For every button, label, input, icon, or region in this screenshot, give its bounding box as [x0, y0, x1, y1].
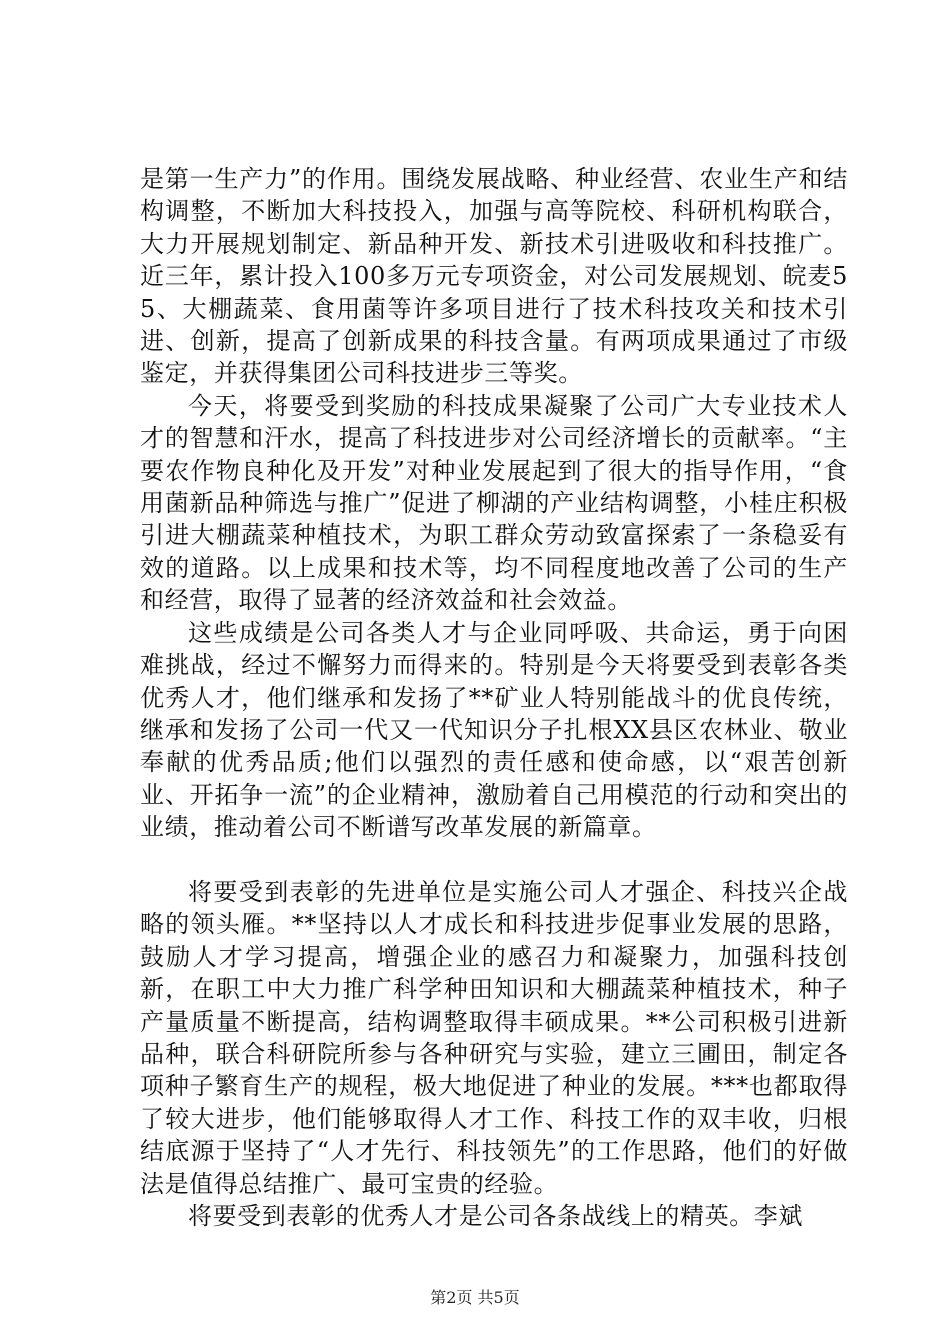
paragraph-tech-achievements: 今天，将要受到奖励的科技成果凝聚了公司广大专业技术人才的智慧和汗水，提高了科技进步对公司经济增长的贡献率。“主要农作物良种化及开发”对种业发展起到了很大的指导作用，“食用菌新品种筛选与推广”促进了柳湖的产业结构调整，小桂庄积极引进大棚蔬菜种植技术，为职工群众劳动致富探索了一条稳妥有效的道路。以上成果和技术等，均不同程度地改善了公司的生产和经营，取得了显著的经济效益和社会效益。 — [140, 391, 848, 615]
paragraph-advanced-units: 将要受到表彰的先进单位是实施公司人才强企、科技兴企战略的领头雁。**坚持以人才成长和科技进步促事业发展的思路，鼓励人才学习提高，增强企业的感召力和凝聚力，加强科技创新，在职工中大力推广科学种田知识和大棚蔬菜种植技术，种子产量质量不断提高，结构调整取得丰硕成果。**公司积极引进新品种，联合科研院所参与各种研究与实验，建立三圃田，制定各项种子繁育生产的规程，极大地促进了种业的发展。***也都取得了较大进步，他们能够取得人才工作、科技工作的双丰收，归根结底源于坚持了“人才先行、科技领先”的工作思路，他们的好做法是值得总结推广、最可宝贵的经验。 — [140, 877, 848, 1198]
paragraph-continued: 是第一生产力”的作用。围绕发展战略、种业经营、农业生产和结构调整，不断加大科技投入，加强与高等院校、科研机构联合，大力开展规划制定、新品种开发、新技术引进吸收和科技推广。近三年，累计投入100多万元专项资金，对公司发展规划、皖麦55、大棚蔬菜、食用菌等许多项目进行了技术科技攻关和技术引进、创新，提高了创新成果的科技含量。有两项成果通过了市级鉴定，并获得集团公司科技进步三等奖。 — [140, 165, 848, 388]
page-number-footer: 第2页 共5页 — [430, 1288, 520, 1307]
paragraph-outstanding-talents: 将要受到表彰的优秀人才是公司各条战线上的精英。李斌 — [188, 1201, 803, 1230]
paragraph-talent-achievements: 这些成绩是公司各类人才与企业同呼吸、共命运，勇于向困难挑战，经过不懈努力而得来的。特别是今天将要受到表彰各类优秀人才，他们继承和发扬了**矿业人特别能战斗的优良传统，继承和发扬了公司一代又一代知识分子扎根XX县区农林业、敬业奉献的优秀品质;他们以强烈的责任感和使命感，以“艰苦创新业、开拓争一流”的企业精神，激励着自己用模范的行动和突出的业绩，推动着公司不断谱写改革发展的新篇章。 — [140, 618, 848, 842]
document-body — [140, 163, 848, 1232]
paragraph-spacer — [140, 844, 848, 876]
